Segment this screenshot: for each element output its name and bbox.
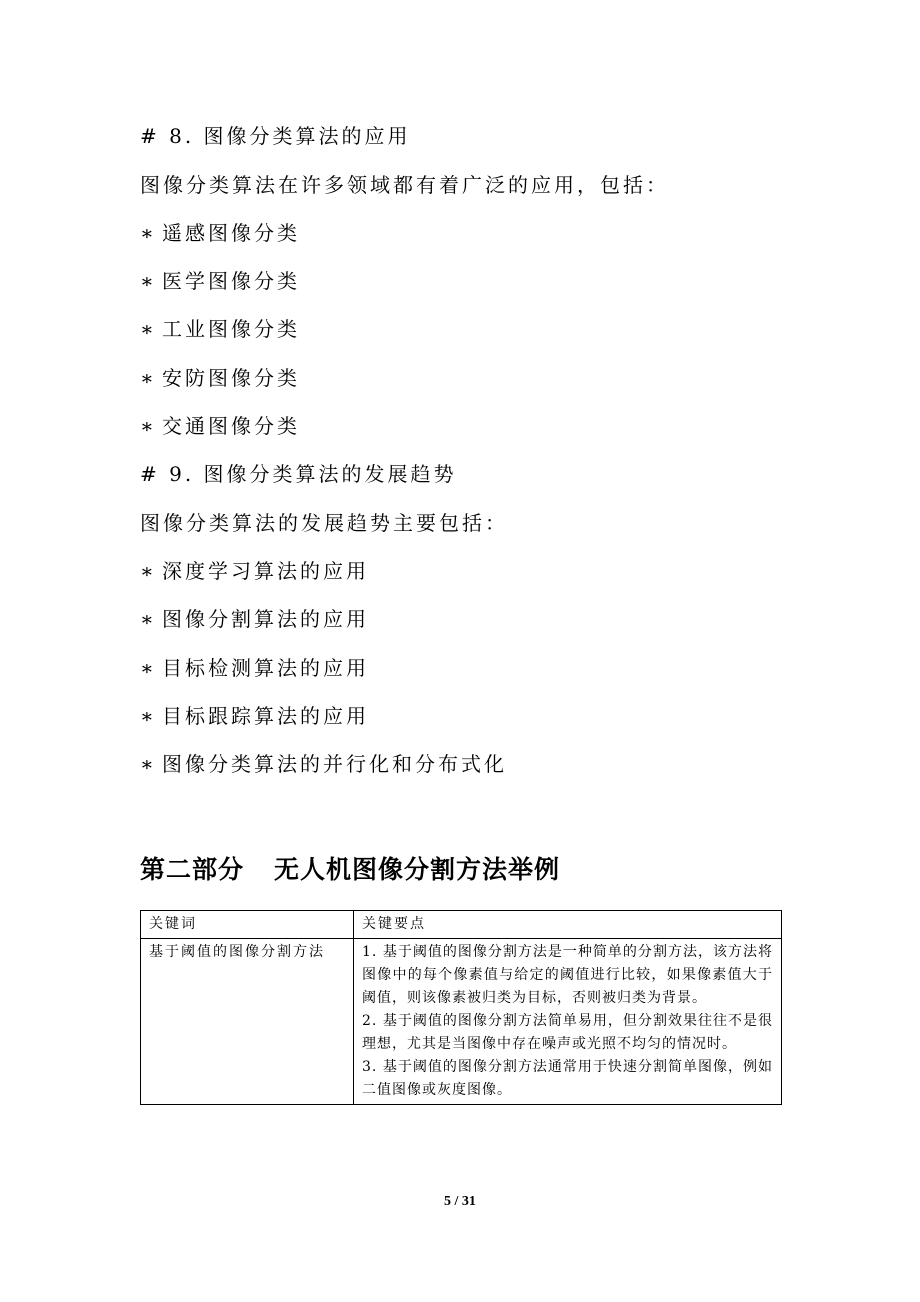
list-item xyxy=(140,606,369,632)
heading-9: # 9. 图像分类算法的发展趋势 xyxy=(140,462,457,486)
section-title xyxy=(140,850,560,886)
table-cell-points xyxy=(354,939,782,1105)
list-item xyxy=(140,655,369,681)
intro-9: 图像分类算法的发展趋势主要包括： xyxy=(140,511,508,535)
bullet-mark: ∗ xyxy=(140,607,157,631)
page-number: 5 / 31 xyxy=(444,1194,476,1209)
list-item-text: 目标跟踪算法的应用 xyxy=(162,704,369,728)
bullet-mark: ∗ xyxy=(140,317,157,341)
list-item-text: 医学图像分类 xyxy=(162,269,300,293)
bullet-mark: ∗ xyxy=(140,366,157,390)
list-item-text: 交通图像分类 xyxy=(162,414,300,438)
bullet-mark: ∗ xyxy=(140,414,157,438)
list-item-text: 目标检测算法的应用 xyxy=(162,656,369,680)
intro-8: 图像分类算法在许多领域都有着广泛的应用，包括： xyxy=(140,173,669,197)
key-point: 2. 基于阈值的图像分割方法简单易用，但分割效果往往不是很理想，尤其是当图像中存在噪声或光照不均匀的情况时。 xyxy=(362,1013,773,1052)
table-header-keyword: 关键词 xyxy=(141,911,354,939)
list-item xyxy=(140,751,507,777)
key-point: 1. 基于阈值的图像分割方法是一种简单的分割方法，该方法将图像中的每个像素值与给定的阈值进行比较，如果像素值大于阈值，则该像素被归类为目标，否则被归类为背景。 xyxy=(362,944,773,1006)
list-item xyxy=(140,413,300,439)
list-item xyxy=(140,558,369,584)
key-points-table xyxy=(140,910,782,1105)
list-item-text: 深度学习算法的应用 xyxy=(162,559,369,583)
list-item xyxy=(140,703,369,729)
list-item xyxy=(140,268,300,294)
bullet-mark: ∗ xyxy=(140,269,157,293)
bullet-mark: ∗ xyxy=(140,559,157,583)
table-header-row xyxy=(141,911,782,939)
table-cell-keyword: 基于阈值的图像分割方法 xyxy=(141,939,354,1105)
list-item-text: 工业图像分类 xyxy=(162,317,300,341)
bullet-mark: ∗ xyxy=(140,704,157,728)
key-point: 3. 基于阈值的图像分割方法通常用于快速分割简单图像，例如二值图像或灰度图像。 xyxy=(362,1059,773,1098)
list-item-text: 遥感图像分类 xyxy=(162,221,300,245)
list-item xyxy=(140,220,300,246)
heading-8: # 8. 图像分类算法的应用 xyxy=(140,124,411,148)
bullet-mark: ∗ xyxy=(140,752,157,776)
bullet-mark: ∗ xyxy=(140,656,157,680)
list-item xyxy=(140,365,300,391)
list-item-text: 图像分割算法的应用 xyxy=(162,607,369,631)
bullet-mark: ∗ xyxy=(140,221,157,245)
list-item-text: 安防图像分类 xyxy=(162,366,300,390)
table-header-points: 关键要点 xyxy=(354,911,782,939)
section-part-label: 第二部分 xyxy=(140,855,245,884)
section-title-text: 无人机图像分割方法举例 xyxy=(274,855,561,884)
list-item-text: 图像分类算法的并行化和分布式化 xyxy=(162,752,507,776)
list-item xyxy=(140,316,300,342)
table-row xyxy=(141,939,782,1105)
